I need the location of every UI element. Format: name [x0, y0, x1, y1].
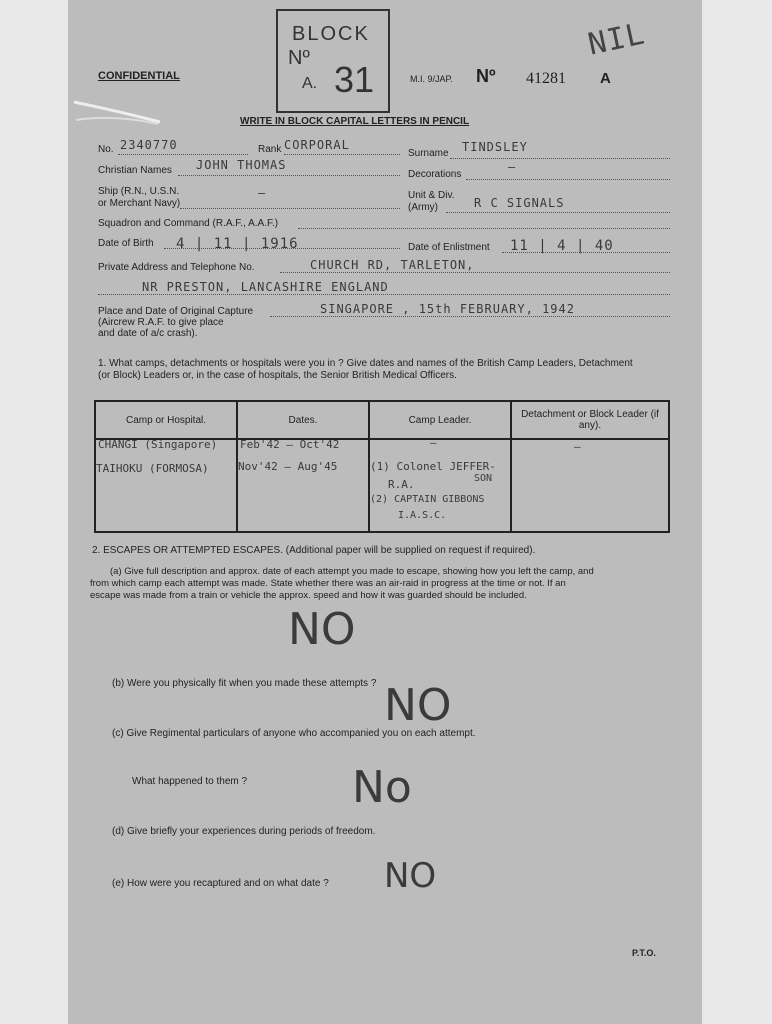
address-value-1: CHURCH RD, TARLETON, — [310, 258, 475, 272]
address-value-2: NR PRESTON, LANCASHIRE ENGLAND — [142, 280, 389, 294]
header-detachment-leader: Detachment or Block Leader (if any). — [511, 401, 669, 439]
rank-value: CORPORAL — [284, 138, 350, 152]
number-label: Nº — [476, 66, 496, 86]
cell-camp — [95, 439, 237, 532]
service-no-label: No. — [98, 144, 114, 155]
serial-suffix: A — [600, 70, 611, 87]
instruction-heading: WRITE IN BLOCK CAPITAL LETTERS IN PENCIL — [240, 116, 470, 127]
surname-value: TINDSLEY — [462, 140, 528, 154]
service-no-value: 2340770 — [120, 138, 178, 152]
leader-entry-dash: — — [430, 436, 438, 449]
question-2b: (b) Were you physically fit when you made these attempts ? — [112, 678, 377, 689]
dates-entry-1: Feb'42 – Oct'42 — [240, 438, 340, 451]
header-dates: Dates. — [237, 401, 369, 439]
question-1-line-1: 1. What camps, detachments or hospitals were you in ? Give dates and names of the British Camp Leaders, Detachment — [98, 358, 633, 369]
cell-dates — [237, 439, 369, 532]
answer-2a: NO — [288, 604, 356, 655]
rank-label: Rank — [258, 144, 282, 155]
question-2-heading: 2. ESCAPES OR ATTEMPTED ESCAPES. (Additional paper will be supplied on request if required). — [92, 545, 536, 556]
squadron-line — [298, 228, 670, 229]
decorations-label: Decorations — [408, 169, 462, 180]
unit-label-1: Unit & Div. — [408, 190, 455, 201]
ship-value: — — [258, 186, 267, 200]
question-1-line-2: (or Block) Leaders or, in the case of hospitals, the Senior British Medical Officers. — [98, 370, 457, 381]
question-2c-sub: What happened to them ? — [132, 776, 248, 787]
question-2d: (d) Give briefly your experiences during periods of freedom. — [112, 826, 376, 837]
unit-line — [446, 212, 670, 213]
service-no-line — [118, 154, 248, 155]
camp-entry-2: TAIHOKU (FORMOSA) — [96, 462, 209, 475]
leader-entry-2b: I.A.S.C. — [398, 510, 447, 521]
answer-2c: No — [352, 762, 412, 813]
question-2a-line-3: escape was made from a train or vehicle the approx. speed and how it was guarded should be included. — [90, 590, 527, 601]
question-2e: (e) How were you recaptured and on what date ? — [112, 878, 329, 889]
leader-entry-1b: SON — [474, 473, 493, 484]
leader-entry-1c: R.A. — [388, 478, 415, 491]
surname-line — [450, 158, 670, 159]
stamp-line-2: Nº — [288, 47, 310, 69]
dob-value: 4 | 11 | 1916 — [176, 236, 299, 252]
capture-label-3: and date of a/c crash). — [98, 328, 198, 339]
stamp-line-1: BLOCK — [292, 23, 370, 45]
decorations-value: — — [508, 160, 517, 174]
squadron-label: Squadron and Command (R.A.F., A.A.F.) — [98, 218, 279, 229]
cell-detachment — [511, 439, 669, 532]
leader-entry-2: (2) CAPTAIN GIBBONS — [370, 494, 485, 505]
ship-label-2: or Merchant Navy) — [98, 198, 181, 209]
serial-number: 41281 — [526, 70, 566, 87]
address-label: Private Address and Telephone No. — [98, 262, 255, 273]
rank-line — [284, 154, 400, 155]
question-2c: (c) Give Regimental particulars of anyone who accompanied you on each attempt. — [112, 728, 476, 739]
surname-label: Surname — [408, 148, 449, 159]
christian-names-line — [178, 175, 400, 176]
capture-label-1: Place and Date of Original Capture — [98, 306, 254, 317]
decorations-line — [466, 179, 670, 180]
nil-mark: NIL — [584, 16, 649, 63]
leader-entry-1: (1) Colonel JEFFER- — [370, 460, 496, 473]
ship-label-1: Ship (R.N., U.S.N. — [98, 186, 180, 197]
dob-label: Date of Birth — [98, 238, 154, 249]
detachment-entry: — — [574, 440, 582, 453]
capture-label-2: (Aircrew R.A.F. to give place — [98, 317, 224, 328]
stamp-line-3: A. — [302, 75, 318, 92]
question-2a-line-2: from which camp each attempt was made. State whether there was an air-raid in progress at the time or not. If an — [90, 578, 566, 589]
header-camp: Camp or Hospital. — [95, 401, 237, 439]
unit-label-2: (Army) — [408, 202, 438, 213]
pto-label: P.T.O. — [632, 948, 656, 958]
answer-2e: NO — [384, 856, 437, 896]
header-camp-leader: Camp Leader. — [369, 401, 511, 439]
enlistment-label: Date of Enlistment — [408, 242, 490, 253]
block-stamp — [276, 9, 390, 113]
dates-entry-2: Nov'42 – Aug'45 — [238, 460, 338, 473]
address-line-1 — [280, 272, 670, 273]
christian-names-value: JOHN THOMAS — [196, 158, 287, 172]
enlistment-value: 11 | 4 | 40 — [510, 238, 614, 254]
christian-names-label: Christian Names — [98, 165, 172, 176]
question-2a-line-1: (a) Give full description and approx. date of each attempt you made to escape, showing how you left the camp, and — [110, 566, 594, 577]
confidential-label: CONFIDENTIAL — [98, 70, 180, 82]
unit-value: R C SIGNALS — [474, 196, 565, 210]
ship-line — [180, 208, 400, 209]
capture-line — [270, 316, 670, 317]
answer-2b: NO — [384, 680, 452, 731]
camp-entry-1: CHANGI (Singapore) — [98, 438, 218, 451]
address-line-2 — [98, 294, 670, 295]
form-reference: M.I. 9/JAP. — [410, 74, 453, 84]
stamp-number: 31 — [334, 59, 375, 100]
string-tag-icon — [72, 98, 162, 128]
background-page-right — [702, 0, 772, 1024]
capture-value: SINGAPORE , 15th FEBRUARY, 1942 — [320, 302, 575, 316]
